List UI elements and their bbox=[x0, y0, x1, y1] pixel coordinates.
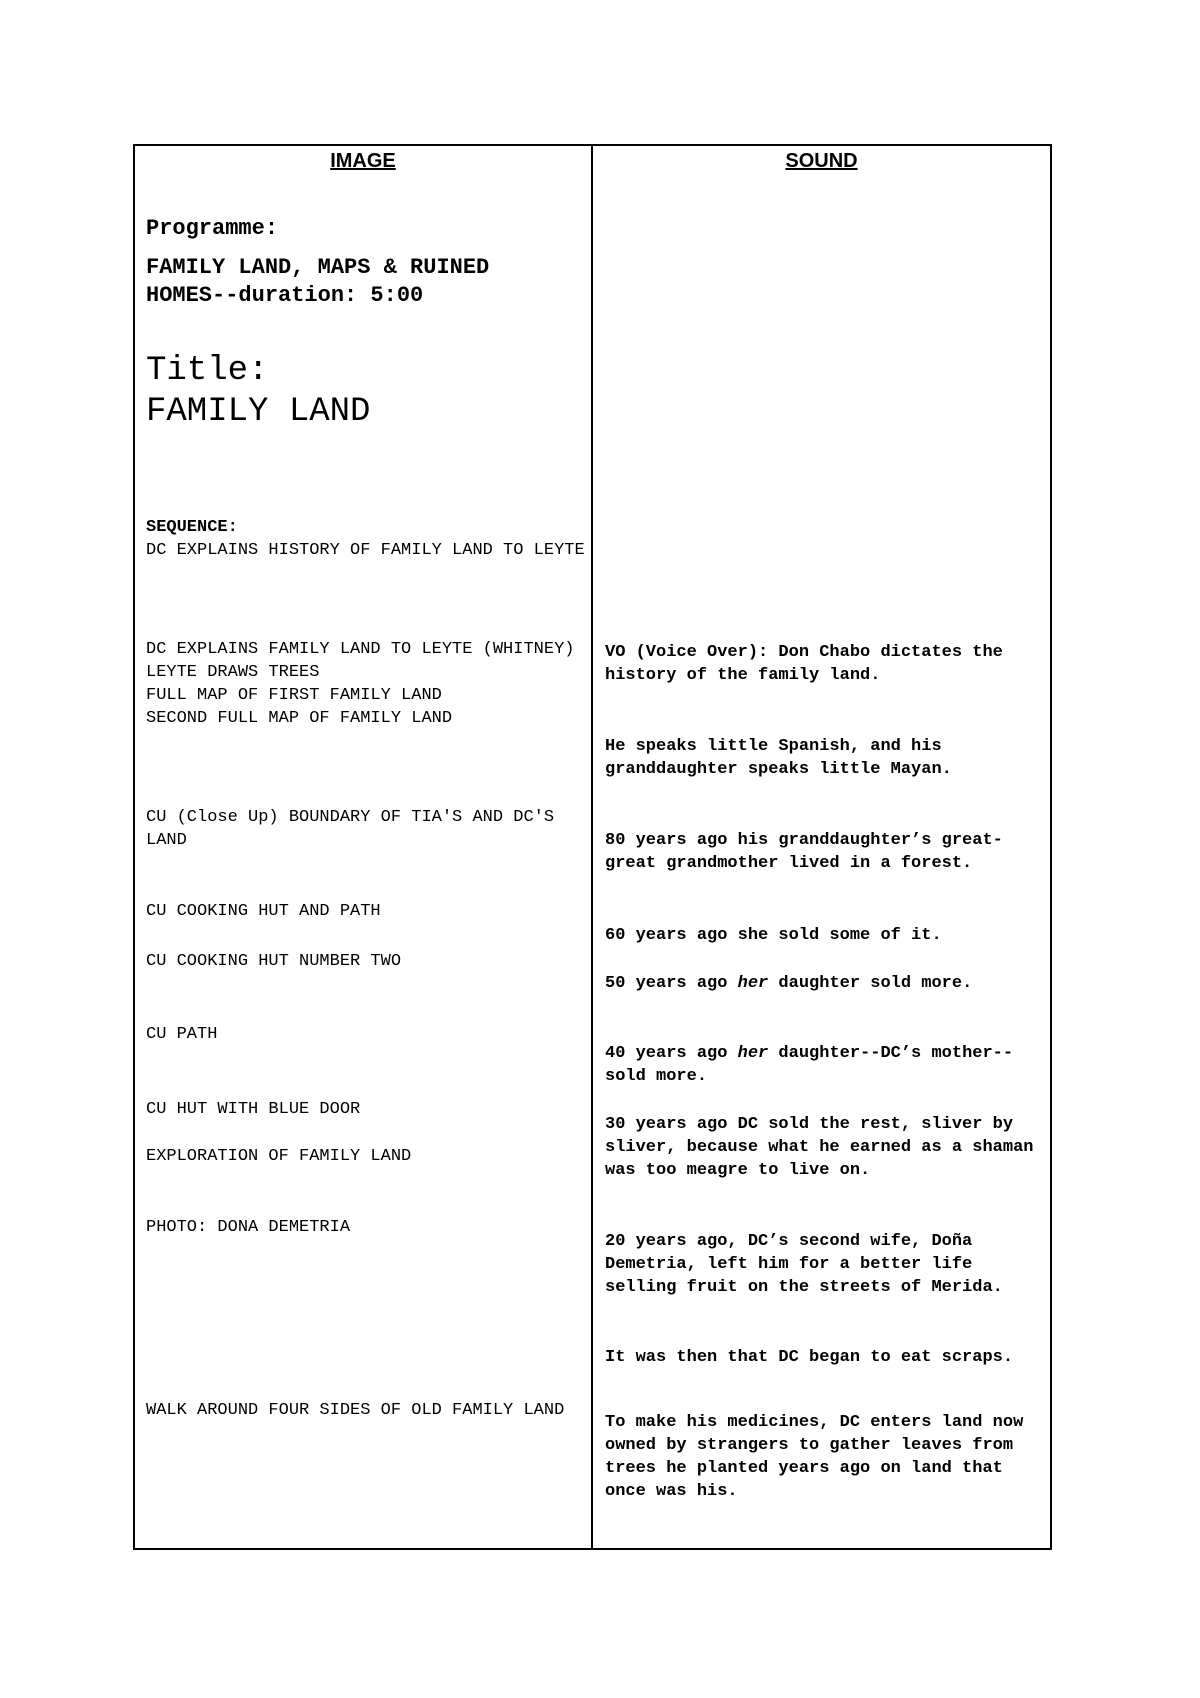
sound-cue-emphasis: her bbox=[737, 1044, 769, 1063]
sound-cue: VO (Voice Over): Don Chabo dictates the history of the family land. bbox=[605, 643, 1014, 685]
sequence-text: DC EXPLAINS HISTORY OF FAMILY LAND TO LEYTE bbox=[146, 541, 585, 560]
sound-cue: 60 years ago she sold some of it. bbox=[605, 926, 942, 945]
image-column-header: IMAGE bbox=[330, 150, 396, 172]
sound-column-header: SOUND bbox=[785, 150, 858, 172]
sound-cue-emphasis: her bbox=[737, 974, 769, 993]
sound-cue: 20 years ago, DC’s second wife, Doña Demetria, left him for a better life selling fruit on the streets of Merida. bbox=[605, 1232, 1003, 1297]
image-cue: WALK AROUND FOUR SIDES OF OLD FAMILY LAND bbox=[146, 1401, 565, 1420]
column-divider bbox=[591, 146, 593, 1548]
image-cue: CU (Close Up) BOUNDARY OF TIA'S AND DC'S LAND bbox=[146, 808, 565, 850]
title-label: Title: bbox=[146, 352, 269, 390]
image-cue: DC EXPLAINS FAMILY LAND TO LEYTE (WHITNEY) LEYTE DRAWS TREES FULL MAP OF FIRST FAMILY LAND SECOND FULL MAP OF FAMILY LAND bbox=[146, 640, 575, 728]
image-cue: CU COOKING HUT AND PATH bbox=[146, 902, 381, 921]
image-cue: CU COOKING HUT NUMBER TWO bbox=[146, 952, 402, 971]
image-cue: CU PATH bbox=[146, 1025, 218, 1044]
sequence-label: SEQUENCE: bbox=[146, 518, 238, 537]
sound-cue: It was then that DC began to eat scraps. bbox=[605, 1348, 1014, 1367]
sound-cue-part: daughter--DC’s mother--sold more. bbox=[605, 1044, 1014, 1086]
av-script-table bbox=[133, 144, 1052, 1550]
sound-cue: To make his medicines, DC enters land now owned by strangers to gather leaves from trees he planted years ago on land that once was his. bbox=[605, 1413, 1034, 1501]
sound-cue bbox=[605, 972, 1045, 995]
sound-cue bbox=[605, 1042, 1045, 1088]
image-cue: PHOTO: DONA DEMETRIA bbox=[146, 1218, 351, 1237]
image-cue: CU HUT WITH BLUE DOOR bbox=[146, 1100, 361, 1119]
sound-cue-part: 50 years ago bbox=[605, 974, 738, 993]
image-cue: EXPLORATION OF FAMILY LAND bbox=[146, 1147, 412, 1166]
programme-name: FAMILY LAND, MAPS & RUINED HOMES--duration: 5:00 bbox=[146, 255, 503, 308]
programme-label: Programme: bbox=[146, 216, 279, 241]
title-block bbox=[146, 351, 576, 433]
sound-cue-part: 40 years ago bbox=[605, 1044, 738, 1063]
sound-cue: 80 years ago his granddaughter’s great-great grandmother lived in a forest. bbox=[605, 831, 1003, 873]
sound-cue: He speaks little Spanish, and his granddaughter speaks little Mayan. bbox=[605, 737, 952, 779]
sound-cue: 30 years ago DC sold the rest, sliver by sliver, because what he earned as a shaman was too meagre to live on. bbox=[605, 1115, 1044, 1180]
title-text: FAMILY LAND bbox=[146, 393, 371, 431]
sound-cue-part: daughter sold more. bbox=[768, 974, 973, 993]
